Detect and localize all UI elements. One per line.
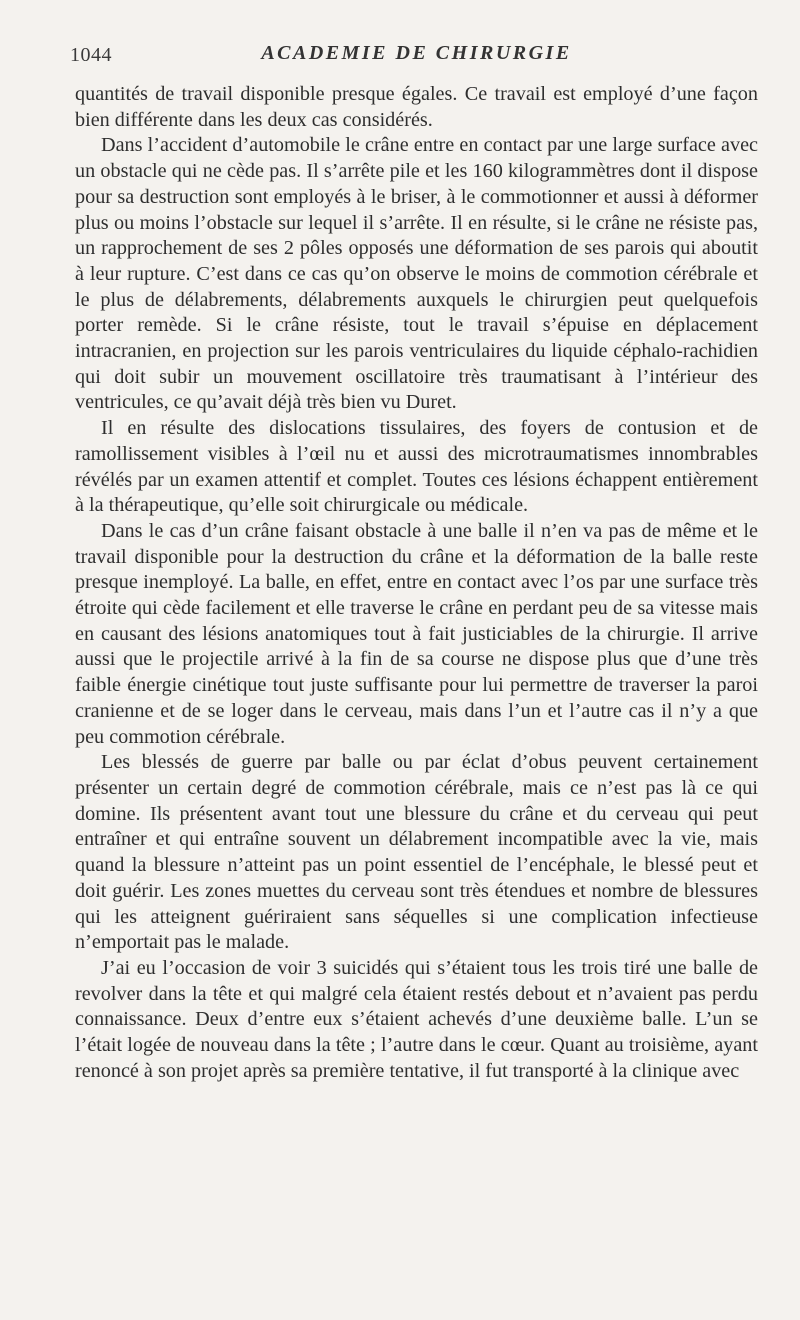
paragraph-bullet-case: Dans le cas d’un crâne faisant obstacle à une balle il n’en va pas de même et le travail disponible pour la destruction du crâne et la déformation de la balle reste presque inemployé. La balle, en effet, entre en contact avec l’os par une surface très étroite qui cède facilement et elle traverse le crâne en perdant peu de sa vitesse mais en causant des lésions anatomiques tout à fait justiciables de la chirurgie. Il arrive aussi que le projectile arrivé à la fin de sa course ne dispose plus que d’une très faible énergie cinétique tout juste suffisante pour lui permettre de traverser la paroi cranienne et de se loger dans le cerveau, mais dans l’un et l’autre cas il n’y a que peu commotion cérébrale. — [75, 519, 758, 748]
paragraph-automobile-accident: Dans l’accident d’automobile le crâne entre en contact par une large surface avec un obstacle qui ne cède pas. Il s’arrête pile et les 160 kilogrammètres dont il dispose pour sa destruction sont employés à le briser, à le commotionner et aussi à déformer plus ou moins l’obstacle sur lequel il s’arrête. Il en résulte, si le crâne ne résiste pas, un rapprochement de ses 2 pôles opposés une déformation de ses parois qui aboutit à leur rupture. C’est dans ce cas qu’on observe le moins de commotion cérébrale et le plus de délabrements, délabrements auxquels le chirurgien peut quelquefois porter remède. Si le crâne résiste, tout le travail s’épuise en déplacement intracranien, en projection sur les parois ventriculaires du liquide céphalo-rachidien qui doit subir un mouvement oscillatoire très traumatisant à l’intérieur des ventricules, ce qu’avait déjà très bien vu Duret. — [75, 134, 758, 414]
running-head: ACADEMIE DE CHIRURGIE — [261, 42, 572, 64]
paragraph-suicide-cases: J’ai eu l’occasion de voir 3 suicidés qui s’étaient tous les trois tiré une balle de revolver dans la tête et qui malgré cela étaient restés debout et n’avaient pas perdu connaissance. Deux d’entre eux s’étaient achevés d’une deuxième balle. L’un se l’était logée de nouveau dans la tête ; l’autre dans le cœur. Quant au troisième, ayant renoncé à son projet après sa première tentative, il fut transporté à la clinique avec — [75, 956, 758, 1082]
body-text — [75, 82, 758, 1084]
page-number: 1044 — [70, 44, 112, 66]
paragraph-tissue-dislocations: Il en résulte des dislocations tissulaires, des foyers de contusion et de ramollissement visibles à l’œil nu et aussi des microtraumatismes innombrables révélés par un examen attentif et complet. Toutes ces lésions échappent entièrement à la thérapeutique, qu’elle soit chirurgicale ou médicale. — [75, 417, 758, 517]
paragraph-war-wounded: Les blessés de guerre par balle ou par éclat d’obus peuvent certainement présenter un certain degré de commotion cérébrale, mais ce n’est pas là ce qui domine. Ils présentent avant tout une blessure du crâne et du cerveau qui peut entraîner et qui entraîne souvent un délabrement incompatible avec la vie, mais quand la blessure n’atteint pas un point essentiel de l’encéphale, le blessé peut et doit guérir. Les zones muettes du cerveau sont très étendues et nombre de blessures qui les atteignent guériraient sans séquelles si une complication infectieuse n’emportait pas le malade. — [75, 751, 758, 954]
paragraph-continued: quantités de travail disponible presque égales. Ce travail est employé d’une façon bien différente dans les deux cas considérés. — [75, 83, 758, 131]
page-header — [70, 40, 758, 72]
